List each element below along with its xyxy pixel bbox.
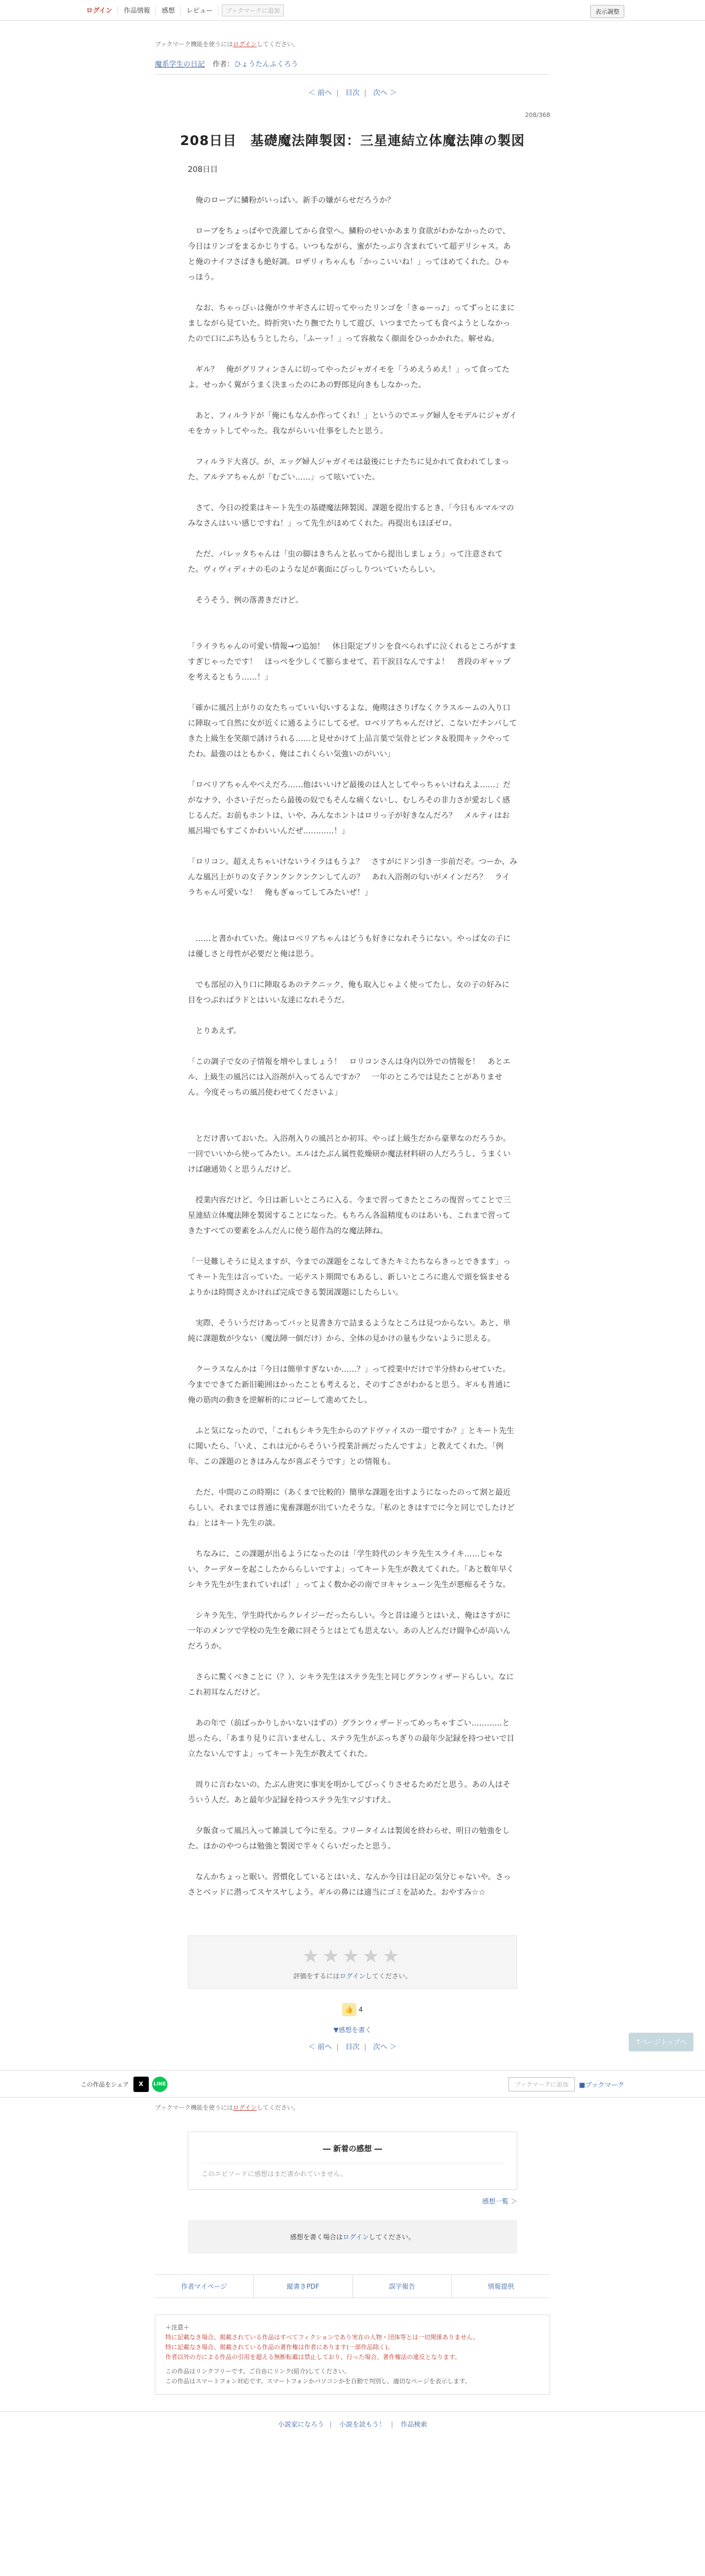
novel-paragraph: 授業内容だけど、今日は新しいところに入る。今まで習ってきたところの復習ってことで三星連結立体魔法陣を製図することになった。もちろん各温精度ものはあいも、これまで習ってきたすべての要素をふんだんに使う超作為的な魔法陣ね。 — [188, 1196, 511, 1236]
reviews-link[interactable]: 感想 — [156, 6, 181, 15]
author-link[interactable]: ひょうたんふくろう — [234, 60, 299, 69]
novel-paragraph: 夕飯食って風呂入って雑談して今に至る。フリータイムは製図を終わらせ、明日の勉強をした。ほかのやつらは勉強と製図で半々くらいだったと思う。 — [188, 1827, 510, 1851]
blank-line — [188, 531, 517, 547]
novel-paragraph: フィルラド大喜び。が、エッグ婦人ジャガイモは最後にヒナたちに見かれて食われてしまった。アルテアちゃんが「むごい……」って呟いていた。 — [188, 458, 510, 482]
blank-line — [188, 1116, 517, 1131]
notice-login-link[interactable]: ログイン — [233, 41, 257, 48]
author-mypage-link[interactable]: 作者マイページ — [155, 2275, 254, 2297]
blank-line — [188, 916, 517, 931]
narou-link[interactable]: 小説家になろう — [278, 2421, 324, 2428]
novel-paragraph: あの年で（前ばっかりしかいないはずの）グランウィザードってめっちゃすごい…………と思ったら、「あまり見りに言いませんし、ステラ先生がぶっちぎりの最年少記録を持つせいで目立たないんですよ」ってキート先生が教えてくれた。 — [188, 1719, 514, 1759]
toc-link-bottom[interactable]: 目次 — [345, 2043, 360, 2051]
like-area — [0, 2003, 705, 2016]
blank-line — [188, 1239, 517, 1254]
novel-paragraph: とだけ書いておいた。入浴剤入りの風呂とか初耳。やっぱ上級生だから豪華なのだろうか。一回でいいから使ってみたい。エルはたぶん属性乾燥研か魔法材料研の人だろうし、うまくいけば融通効くと思うんだけど。 — [188, 1134, 511, 1174]
blank-line — [188, 1854, 517, 1870]
review-login-note: 感想を書く場合はログインしてください。 — [188, 2220, 517, 2254]
blank-line — [188, 1808, 517, 1823]
author-label: 作者： — [212, 60, 234, 69]
new-reviews-heading: ― 新着の感想 ― — [323, 2145, 382, 2154]
blank-line — [188, 439, 517, 454]
blank-line — [188, 1700, 517, 1716]
works-info-link[interactable]: 作品情報 — [118, 6, 156, 15]
series-title-link[interactable]: 魔系学生の日記 — [155, 60, 205, 69]
next-link-bottom[interactable]: 次へ ＞ — [373, 2043, 397, 2051]
novel-paragraph: 208日目 — [188, 165, 218, 174]
novel-paragraph: ふと気になったので、「これもシキラ先生からのアドヴァイスの一環ですか？」とキート先生に聞いたら、「いえ、これは元からそういう授業計画だったんですよ」と教えてくれた。「例年、この課題のときはみんなが喜ぶそうです」との情報も。 — [188, 1427, 514, 1466]
novel-paragraph: ちなみに、この課題が出るようになったのは「学生時代のシキラ先生スライキ……じゃない、クーデターを起こしたかららしいですよ」ってキート先生が教えてくれた。「あと数年早くシキラ先生が生まれていれば！」ってよく数か必の南でヨキャシューン先生が悪痴るそうな。 — [188, 1550, 514, 1589]
blank-line — [188, 347, 517, 362]
reviews-list-link[interactable]: 感想一覧 ＞ — [482, 2197, 517, 2205]
blank-line — [188, 1008, 517, 1023]
blank-line — [188, 577, 517, 593]
blank-line — [188, 1654, 517, 1670]
top-nav — [81, 0, 284, 21]
novel-paragraph: ただ、パレッタちゃんは「虫の脚はきちんと払ってから提出しましょう」って注意されてた。ヴィヴィディナの毛のような足が裏面にびっしりついていたらしい。 — [188, 550, 503, 574]
novel-paragraph: 「ロリコン。超ええちゃいけないライラはもうよ？ さすがにドン引き一歩前だぞ。つーか、みんな風呂上がりの女子クンクンクンクンしてんの？ あれ入浴剤の匂いがメインだろ？ ライラちゃん可愛いな！ 俺もぎゅってしてみたいぜ！」 — [188, 858, 517, 897]
blank-line — [188, 1408, 517, 1423]
thumbs-up-icon[interactable]: 👍 — [342, 2003, 356, 2016]
blank-line — [188, 608, 517, 624]
next-link[interactable]: 次へ ＞ — [373, 89, 397, 97]
search-link[interactable]: 作品検索 — [400, 2421, 427, 2428]
bookmark-add-button[interactable]: ブックマークに追加 — [222, 4, 283, 16]
episode-title: 208日目 基礎魔法陣製図：三星連結立体魔法陣の製図 — [180, 133, 525, 148]
caution-line-3: 作者以外の方による作品の引用を超える無断転載は禁止しており、行った場合、著作権法の違反となります。 — [165, 2354, 461, 2361]
blank-line — [188, 208, 517, 224]
novel-paragraph: さらに驚くべきことに（？）、シキラ先生はステラ先生と同じグランウィザードらしい。なにこれ初耳なんだけど。 — [188, 1673, 514, 1697]
blank-line — [188, 685, 517, 700]
blank-line — [188, 485, 517, 500]
blank-line — [188, 1531, 517, 1546]
blank-line — [188, 839, 517, 854]
caution-heading: ＋注意＋ — [165, 2324, 189, 2331]
novel-paragraph: ローブをちょっぱやで洗濯してから食堂へ。鱗粉のせいかあまり食欲がわかなかったので、今日はリンゴをまるかじりする。いつもながら、蜜がたっぷり含まれていて超デリシャス。あと俺のナイフさばきも絶好調。ロザリィちゃんも「かっこいいね！」ってほめてくれた。ひゃっほう。 — [188, 227, 511, 282]
caution-line-2: 特に記載なき場合、掲載されている作品の著作権は作者にあります(一部作品除く)。 — [165, 2344, 394, 2351]
write-review-link[interactable]: ▼感想を書く — [333, 2026, 372, 2034]
blank-line — [188, 1470, 517, 1485]
novel-paragraph: ギル？ 俺がグリフィンさんに切ってやったジャガイモを「うめえうめえ！」って食ってたよ。せっかく翼がうまく決まったのにあの野郎見向きもしなかった。 — [188, 365, 510, 390]
series-info — [155, 58, 550, 69]
main-container — [155, 40, 550, 149]
login-link[interactable]: ログイン — [81, 6, 118, 15]
blank-line — [188, 1100, 517, 1116]
blank-line — [188, 1039, 517, 1054]
blank-line — [188, 1177, 517, 1193]
prev-link[interactable]: ＜ 前へ — [308, 89, 332, 97]
novel-paragraph: なお、ちゃっぴぃは俺がウサギさんに切ってやったリンゴを「きゅーっ♪」ってずっとにまにましながら見ていた。時折突いたり撫でたりして遊び、いつまでたっても食べようとしなかったので口にぶち込もうとしたら、「ふーッ！」って容赦なく顔面をひっかかれた。解せぬ。 — [188, 304, 515, 343]
page-top-button[interactable]: ↑ページトップへ — [629, 2033, 693, 2051]
caution-line-4: この作品はリンクフリーです。ご自由にリンク(紹介)してください。 — [165, 2368, 350, 2375]
blank-line — [188, 393, 517, 408]
typo-report-link[interactable]: 誤字報告 — [353, 2275, 452, 2297]
novel-paragraph: 「ライラちゃんの可愛い情報→つ追加！ 休日限定プリンを食べられずに泣くれるところがすますぎじゃったです！ ほっぺを少しくて膨らませて、若干涙目なんですよ！ 普段のギャップを考えるともう……！」 — [188, 642, 517, 682]
caution-box — [155, 2314, 550, 2395]
divider — [155, 74, 550, 75]
novel-paragraph: そうそう、例の落書きだけど。 — [188, 596, 303, 605]
review-login-link[interactable]: ログイン — [343, 2233, 369, 2241]
share-inner — [81, 2071, 624, 2098]
blank-line — [188, 1762, 517, 1777]
display-settings-button[interactable]: 表示調整 — [590, 5, 624, 18]
share-right — [508, 2077, 624, 2091]
novel-body — [188, 162, 517, 1900]
novel-paragraph: とりあえず。 — [188, 1027, 241, 1036]
caution-line-1: 特に記載なき場合、掲載されている作品はすべてフィクションであり実在の人物・団体等とは一切関係ありません。 — [165, 2334, 479, 2341]
evaluation-box — [188, 1935, 517, 1989]
novel-paragraph: 俺のローブに鱗粉がいっぱい。新手の嫌がらせだろうか？ — [188, 196, 395, 205]
footer-links — [155, 2274, 550, 2298]
pager-top: ＜ 前へ | 目次 | 次へ ＞ — [308, 89, 397, 97]
share-bar — [0, 2070, 705, 2097]
top-bar — [0, 0, 705, 21]
bookmark-link[interactable]: ■ブックマーク — [579, 2080, 624, 2089]
yomou-link[interactable]: 小説を読もう！ — [339, 2421, 385, 2428]
prev-link-bottom[interactable]: ＜ 前へ — [308, 2043, 332, 2051]
novel-paragraph: 「ロベリアちゃんやべえだろ……他はいいけど最後のは人としてやっちゃいけねえよ……」だがなナラ、小さい子だったら最後の奴でもそんな痛くないし、むしろその非力さが愛おしく感じるんだ。お前もホントは、いや、みんなホントはロリっ子が好きなんだろ？ メルティはお風呂場でもすごくかわいいんだぜ…………！」 — [188, 781, 511, 836]
novel-paragraph: シキラ先生、学生時代からクレイジーだったらしい。今と昔は違うとはいえ、俺はさすがに一年のメンツで学校の先生を敵に回そうとはとても思えない。あの人どんだけ闘争心が高いんだろうか。 — [188, 1611, 511, 1651]
x-share-icon[interactable]: X — [133, 2077, 149, 2092]
novel-paragraph: 「一見難しそうに見えますが、今までの課題をこなしてきたキミたちならきっとできます」ってキート先生は言っていた。一応テスト期間でもあるし、新しいところに進んで頭を悩ませるよりかは時間さえかければ完成できる製図課題にしたらしい。 — [188, 1258, 511, 1297]
top-bar-inner — [81, 0, 624, 21]
caution-line-5: この作品はスマートフォン対応です。スマートフォンかパソコンかを自動で判別し、適切なページを表示します。 — [165, 2378, 471, 2385]
bookmark-add-button-bottom[interactable]: ブックマークに追加 — [508, 2077, 574, 2091]
novel-paragraph: ただ、中間のこの時期に（あくまで比較的）簡単な課題を出すようになったのって割と最近らしい。それまでは普通に鬼畜課題が出ていたそうな。「私のときはすでに今と同じでしたけどね」とはキート先生の談。 — [188, 1488, 515, 1528]
bottom-divider — [0, 2411, 705, 2412]
evaluation-login-link[interactable]: ログイン — [339, 1972, 366, 1980]
review-board-link[interactable]: レビュー — [181, 6, 219, 15]
novel-paragraph: 「この調子で女の子情報を増やしましょう！ ロリコンさんは身内以外での情報を！ あとエル、上級生の風呂には入浴剤が入ってるんですか？ 一年のところでは見たことがありません。今度そっちの風呂使わせてくださいよ」 — [188, 1058, 511, 1097]
blank-line — [188, 624, 517, 639]
blank-line — [188, 1347, 517, 1362]
evaluation-note: 評価をするにはログインしてください。 — [293, 1972, 412, 1980]
new-reviews-box — [188, 2132, 517, 2190]
blank-line — [188, 1300, 517, 1316]
blank-line — [188, 1593, 517, 1608]
novel-paragraph: 周りに言わないの、たぶん唐突に事実を明かしてびっくりさせるためだと思う。あの人はそういう人だ。あと最年少記録を持つステラ先生マジすげえ。 — [188, 1781, 511, 1805]
blank-line — [188, 900, 517, 916]
bottom-notice-container — [155, 2103, 550, 2112]
no-reviews-text: このエピソードに感想はまだ書かれていません。 — [202, 2163, 503, 2178]
episode-number: 208/368 — [525, 112, 550, 119]
novel-paragraph: ……と書かれていた。俺はロベリアちゃんはどうも好きになれそうにない。やっぱ女の子には優しさと母性が必要だと俺は思う。 — [188, 934, 511, 959]
novel-paragraph: 「確かに風呂上がりの女たちっていい匂いするよな。俺喫はさりげなくクラスルームの入り口に陣取って自然に女が近くに通るようにしてるぜ。ロベリアちゃんだけど、こないだチンパしてきた上級生を笑顔で誘けうれる……と見せかけて上品言葉で気骨とビンタ＆股間キックやってたわ。最強のはともかく、俺はこれくらい気強いのがいい」 — [188, 704, 517, 759]
info-provide-link[interactable]: 情報提供 — [488, 2283, 514, 2290]
novel-paragraph: あと、フィルラドが「俺にもなんか作ってくれ！」というのでエッグ婦人をモデルにジャガイモをカットしてやった。我ながらいい仕事をしたと思う。 — [188, 411, 517, 436]
notice-login-link-bottom[interactable]: ログイン — [233, 2104, 257, 2111]
blank-line — [188, 285, 517, 301]
vertical-pdf-link[interactable]: 縦書きPDF — [254, 2275, 352, 2297]
line-share-icon[interactable]: LINE — [152, 2077, 167, 2092]
bookmark-login-notice: ブックマーク機能を使うにはログインしてください。 — [155, 41, 299, 48]
novel-paragraph: クーラスなんかは「今日は簡単すぎないか……？」って授業中だけで半分終わらせていた。今までできてた新旧範囲ほかったことも考えると、そのすごさがわかると思う。ギルも普通に俺の筋肉の動きを逆解析的にコピーして進めてたし。 — [188, 1365, 511, 1405]
like-count: 4 — [359, 2006, 363, 2013]
bookmark-login-notice-bottom: ブックマーク機能を使うにはログインしてください。 — [155, 2104, 299, 2111]
novel-paragraph: 実際、そういうだけあってパッと見書き方で詰まるようなところは見つからない。あと、単純に課題数が少ない（魔法陣一個だけ）から、全体の見かけの量も少ないように思える。 — [188, 1319, 511, 1343]
novel-paragraph: でも部屋の入り口に陣取るあのテクニック、俺も取入じゃよく使ってたし、女の子の好みに目をつぶればラドとはいい友達になれそうだ。 — [188, 981, 510, 1005]
bottom-links: 小説家になろう | 小説を読もう！ | 作品検索 — [278, 2421, 427, 2428]
novel-paragraph: なんかちょっと眠い。習慣化しているとはいえ、なんか今日は日記の気分じゃないや。さっさとベッドに潜ってスヤスヤしよう。ギルの鼻には適当にゴミを詰めた。おやすみ☆☆ — [188, 1873, 511, 1897]
blank-line — [188, 962, 517, 977]
pager-bottom: ＜ 前へ | 目次 | 次へ ＞ — [308, 2043, 397, 2051]
blank-line — [188, 177, 517, 193]
toc-link[interactable]: 目次 — [345, 89, 360, 97]
novel-paragraph: さて、今日の授業はキート先生の基礎魔法陣製図。課題を提出するとき、「今日もルマルマのみなさんはいい感じですね！」って先生がほめてくれた。再提出もほぼゼロ。 — [188, 504, 514, 528]
blank-line — [188, 762, 517, 777]
share-label: この作品をシェア — [81, 2081, 129, 2088]
star-rating[interactable]: ★★★★★ — [302, 1945, 403, 1967]
